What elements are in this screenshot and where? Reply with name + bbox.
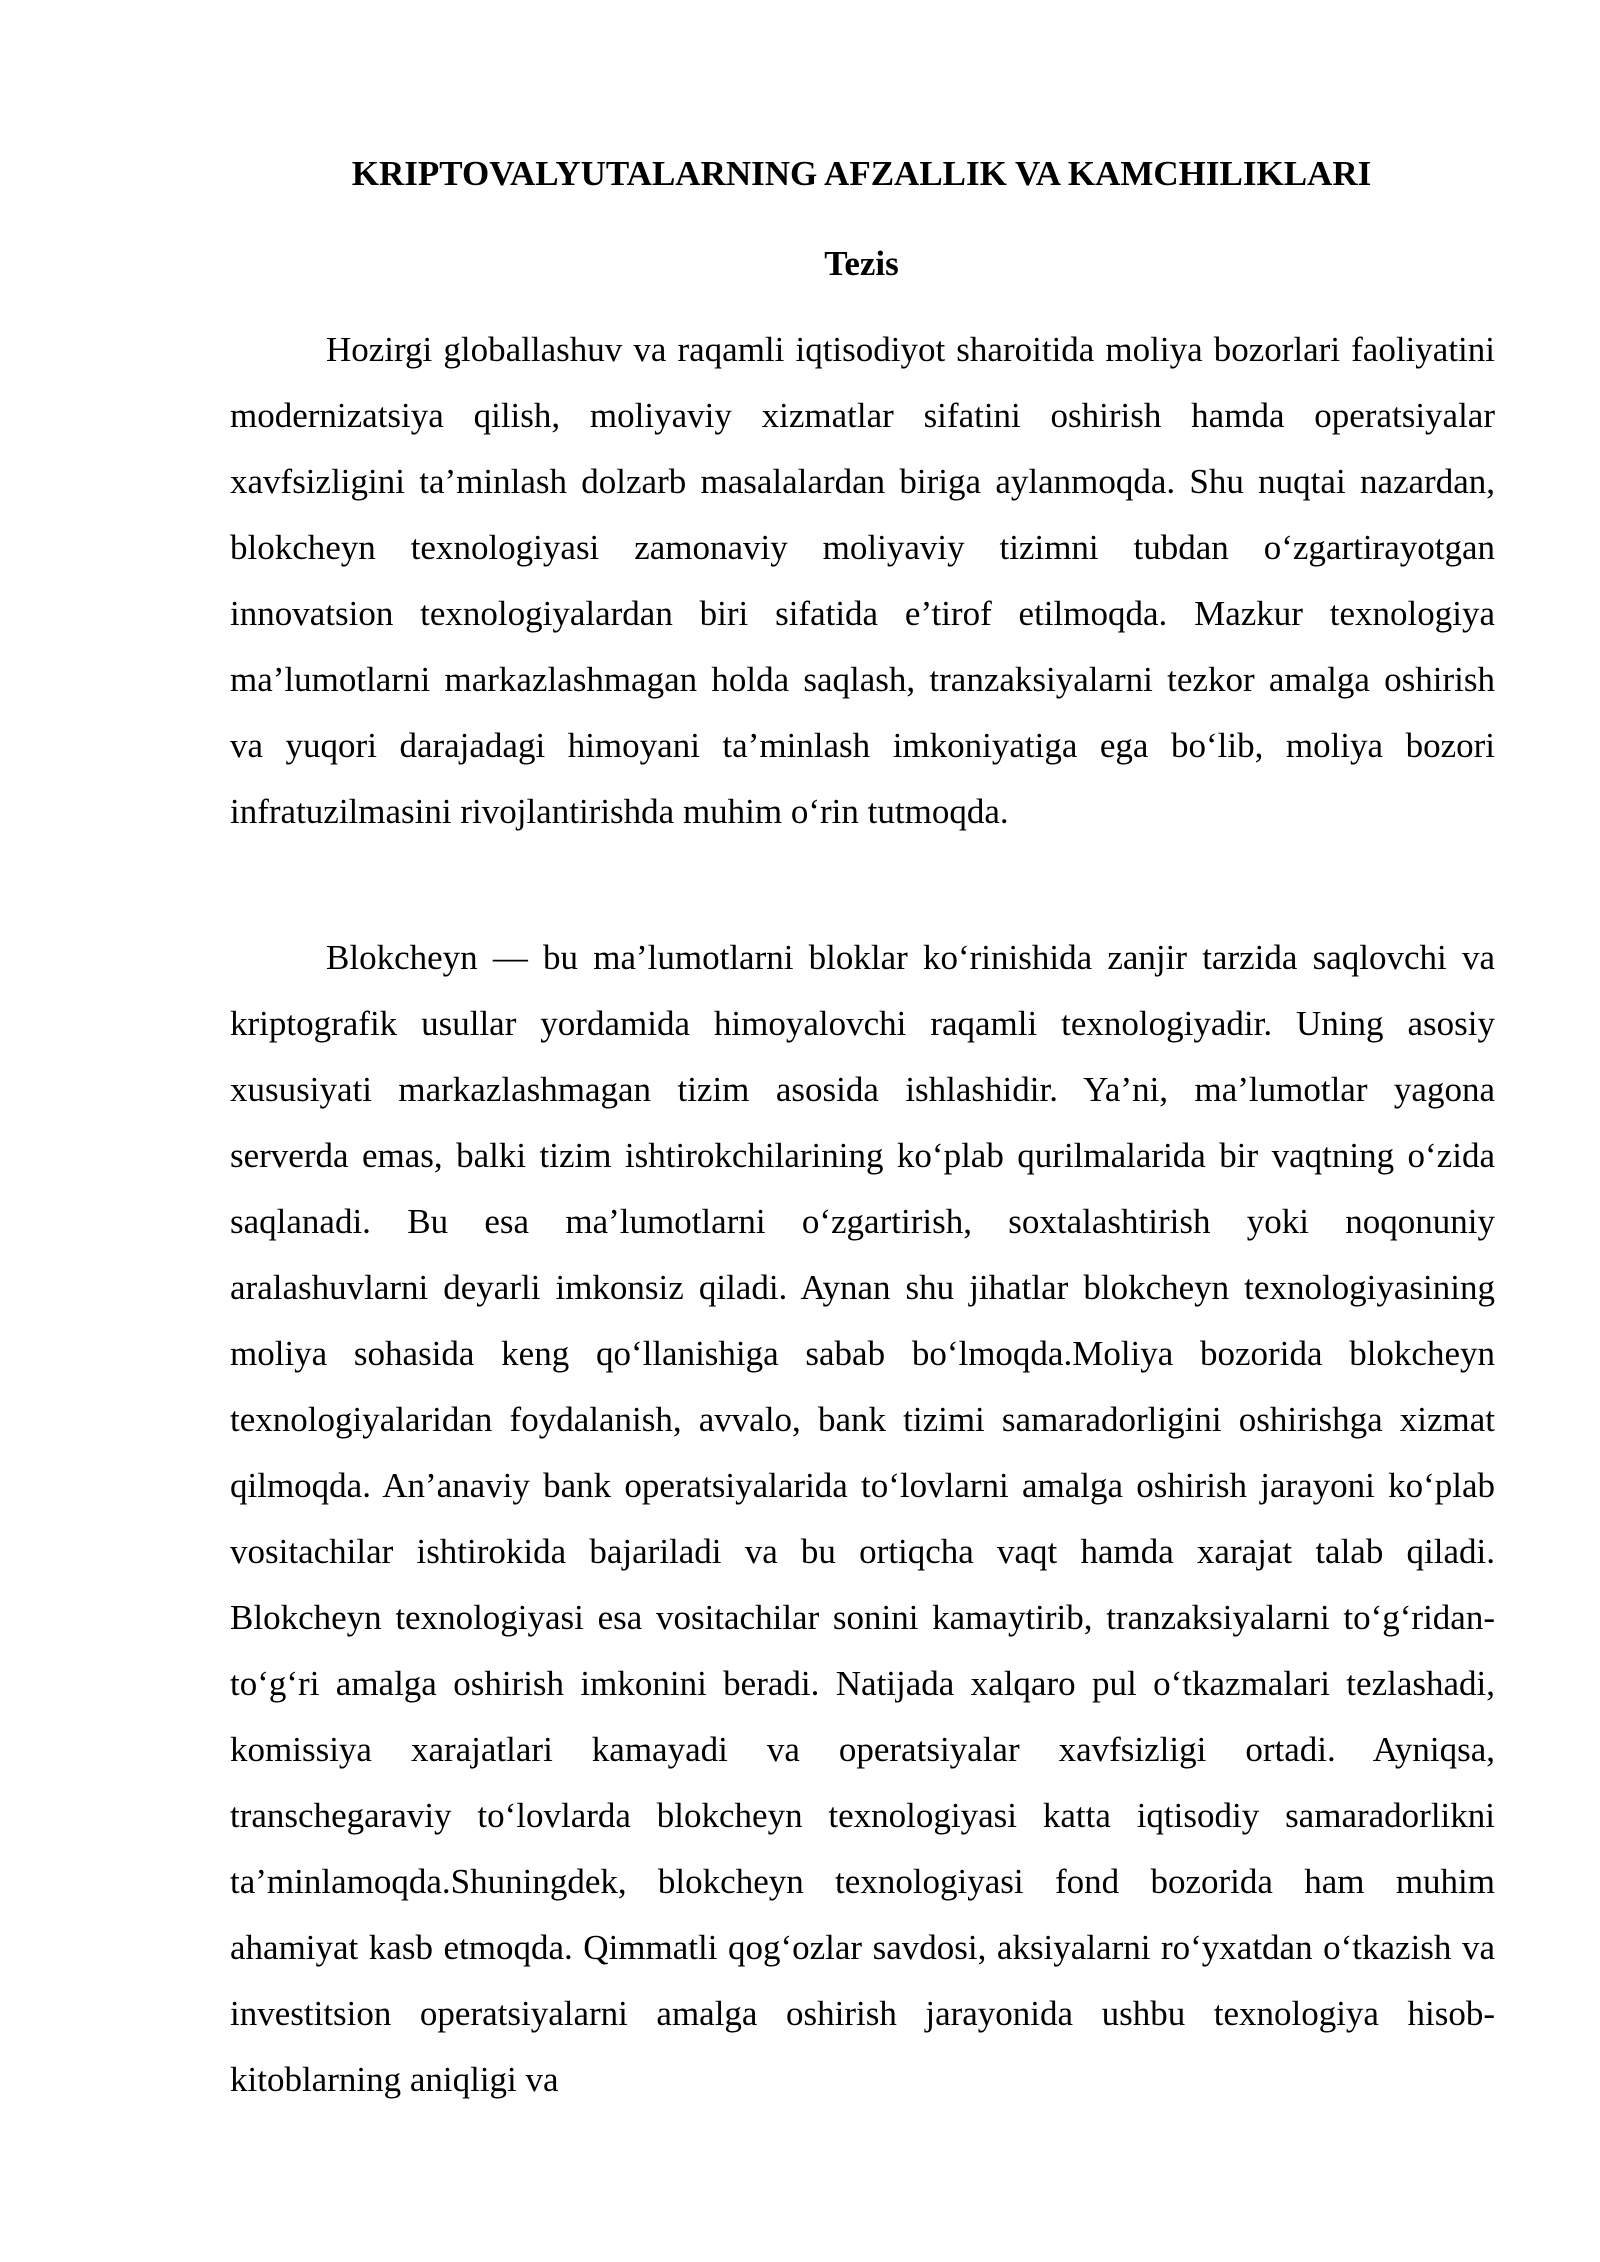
- document-subtitle: Tezis: [824, 244, 899, 283]
- document-title: KRIPTOVALYUTALARNING AFZALLIK VA KAMCHILIKLARI: [351, 154, 1372, 193]
- body-paragraph: Hozirgi globallashuv va raqamli iqtisodiyot sharoitida moliya bozorlari faoliyatini modernizatsiya qilish, moliyaviy xizmatlar sifatini oshirish hamda operatsiyalar xavfsizligini ta’minlash dolzarb masalalardan biriga aylanmoqda. Shu nuqtai nazardan, blokcheyn texnologiyasi zamonaviy moliyaviy tizimni tubdan o‘zgartirayotgan innovatsion texnologiyalardan biri sifatida e’tirof etilmoqda. Mazkur texnologiya ma’lumotlarni markazlashmagan holda saqlash, tranzaksiyalarni tezkor amalga oshirish va yuqori darajadagi himoyani ta’minlash imkoniyatiga ega bo‘lib, moliya bozori infratuzilmasini rivojlantirishda muhim o‘rin tutmoqda.: [230, 330, 1495, 831]
- body-paragraph: Blokcheyn — bu ma’lumotlarni bloklar ko‘rinishida zanjir tarzida saqlovchi va kriptografik usullar yordamida himoyalovchi raqamli texnologiyadir. Uning asosiy xususiyati markazlashmagan tizim asosida ishlashidir. Ya’ni, ma’lumotlar yagona serverda emas, balki tizim ishtirokchilarining ko‘plab qurilmalarida bir vaqtning o‘zida saqlanadi. Bu esa ma’lumotlarni o‘zgartirish, soxtalashtirish yoki noqonuniy aralashuvlarni deyarli imkonsiz qiladi. Aynan shu jihatlar blokcheyn texnologiyasining moliya sohasida keng qo‘llanishiga sabab bo‘lmoqda.Moliya bozorida blokcheyn texnologiyalaridan foydalanish, avvalo, bank tizimi samaradorligini oshirishga xizmat qilmoqda. An’anaviy bank operatsiyalarida to‘lovlarni amalga oshirish jarayoni ko‘plab vositachilar ishtirokida bajariladi va bu ortiqcha vaqt hamda xarajat talab qiladi. Blokcheyn texnologiyasi esa vositachilar sonini kamaytirib, tranzaksiyalarni to‘g‘ridan-to‘g‘ri amalga oshirish imkonini beradi. Natijada xalqaro pul o‘tkazmalari tezlashadi, komissiya xarajatlari kamayadi va operatsiyalar xavfsizligi ortadi. Ayniqsa, transchegaraviy to‘lovlarda blokcheyn texnologiyasi katta iqtisodiy samaradorlikni ta’minlamoqda.Shuningdek, blokcheyn texnologiyasi fond bozorida ham muhim ahamiyat kasb etmoqda. Qimmatli qog‘ozlar savdosi, aksiyalarni ro‘yxatdan o‘tkazish va investitsion operatsiyalarni amalga oshirish jarayonida ushbu texnologiya hisob-kitoblarning aniqligi va: [230, 938, 1495, 2099]
